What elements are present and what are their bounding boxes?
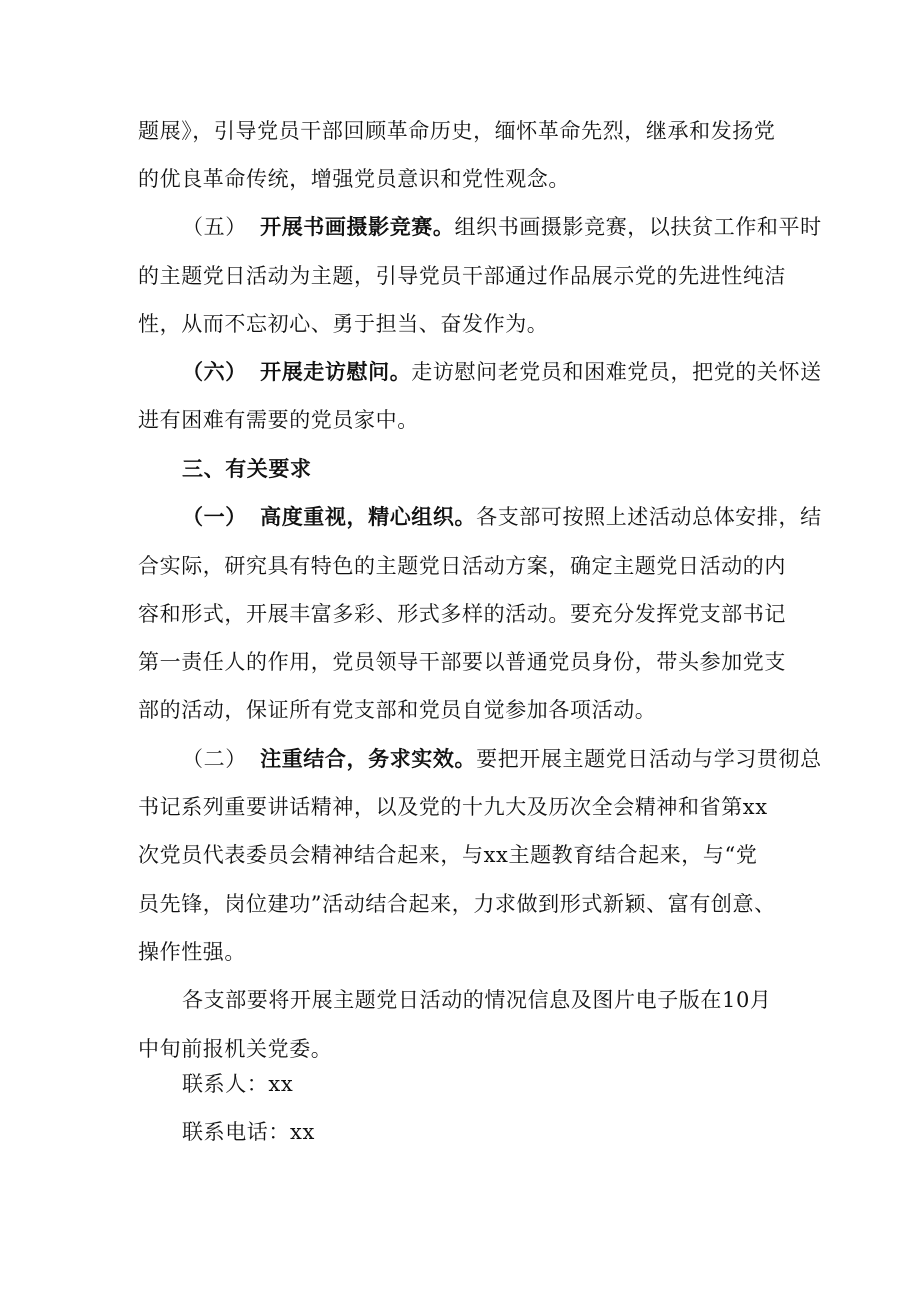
item-heading: 开展走访慰问。 xyxy=(260,359,412,384)
item-number: （二） xyxy=(182,747,247,771)
paragraph-line: 书记系列重要讲话精神，以及党的十九大及历次全会精神和省第xx xyxy=(138,795,768,819)
contact-phone: 联系电话：xx xyxy=(182,1120,315,1144)
paragraph-line: 操作性强。 xyxy=(138,940,246,964)
paragraph-line: 合实际，研究具有特色的主题党日活动方案，确定主题党日活动的内 xyxy=(138,554,786,578)
item-5-line xyxy=(182,213,822,241)
item-text: 各支部可按照上述活动总体安排，结 xyxy=(476,505,822,529)
paragraph-line: 中旬前报机关党委。 xyxy=(138,1037,333,1061)
item-number: （一） xyxy=(182,504,247,529)
paragraph-line: 容和形式，开展丰富多彩、形式多样的活动。要充分发挥党支部书记 xyxy=(138,602,786,626)
paragraph-line: 次党员代表委员会精神结合起来，与xx主题教育结合起来，与“党 xyxy=(138,843,758,867)
paragraph-line: 题展》，引导党员干部回顾革命历史，缅怀革命先烈，继承和发扬党 xyxy=(138,119,776,143)
contact-person: 联系人：xx xyxy=(182,1072,294,1096)
req-2-line xyxy=(182,745,822,773)
item-number: （五） xyxy=(182,215,247,239)
paragraph-line: 各支部要将开展主题党日活动的情况信息及图片电子版在10月 xyxy=(182,988,772,1012)
item-text: 组织书画摄影竞赛，以扶贫工作和平时 xyxy=(454,215,822,239)
item-heading: 高度重视，精心组织。 xyxy=(260,504,477,529)
item-text: 要把开展主题党日活动与学习贯彻总 xyxy=(476,747,822,771)
item-number: （六） xyxy=(182,359,247,384)
req-1-line xyxy=(182,503,822,531)
paragraph-line: 的主题党日活动为主题，引导党员干部通过作品展示党的先进性纯洁 xyxy=(138,264,786,288)
item-heading: 注重结合，务求实效。 xyxy=(260,746,477,771)
paragraph-line: 部的活动，保证所有党支部和党员自觉参加各项活动。 xyxy=(138,698,657,722)
paragraph-line: 的优良革命传统，增强党员意识和党性观念。 xyxy=(138,167,570,191)
section-heading: 三、有关要求 xyxy=(182,456,312,481)
item-6-line xyxy=(182,358,822,386)
item-heading: 开展书画摄影竞赛。 xyxy=(260,214,455,239)
paragraph-line: 性，从而不忘初心、勇于担当、奋发作为。 xyxy=(138,312,549,336)
paragraph-line: 员先锋，岗位建功”活动结合起来，力求做到形式新颖、富有创意、 xyxy=(138,892,776,916)
item-text: 走访慰问老党员和困难党员，把党的关怀送 xyxy=(411,360,822,384)
paragraph-line: 进有困难有需要的党员家中。 xyxy=(138,408,419,432)
paragraph-line: 第一责任人的作用，党员领导干部要以普通党员身份，带头参加党支 xyxy=(138,650,786,674)
